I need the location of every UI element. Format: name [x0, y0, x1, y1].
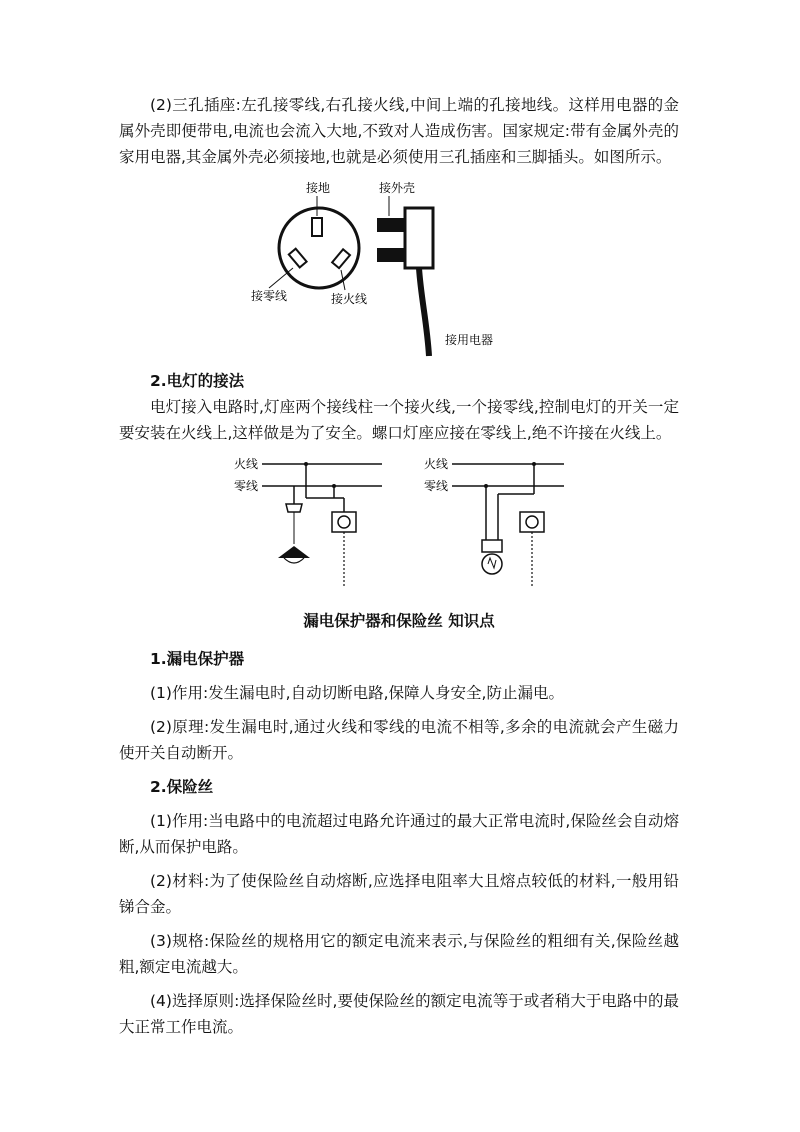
- lamp-holder-left: [286, 504, 302, 512]
- socket-plug-figure: [249, 178, 549, 358]
- section-title: 漏电保护器和保险丝 知识点: [303, 612, 495, 630]
- label-live-left: 火线: [234, 457, 259, 471]
- label-neutral-left: 零线: [234, 479, 259, 493]
- label-appliance: 接用电器: [445, 333, 494, 347]
- fuse-material: (2)材料:为了使保险丝自动熔断,应选择电阻率大且熔点较低的材料,一般用铅锑合金。: [119, 872, 679, 916]
- paragraph-three-hole-socket: (2)三孔插座:左孔接零线,右孔接火线,中间上端的孔接地线。这样用电器的金属外壳即便带电,电流也会流入大地,不致对人造成伤害。国家规定:带有金属外壳的家用电器,其金属外壳必须接地,也就是必须使用三孔插座和三脚插头。如图所示。: [119, 96, 679, 166]
- rcd-function: (1)作用:发生漏电时,自动切断电路,保障人身安全,防止漏电。: [150, 684, 564, 702]
- label-casing: 接外壳: [379, 181, 416, 195]
- switch-left: [332, 512, 356, 532]
- plug-body: [405, 208, 433, 268]
- document-body: [119, 92, 679, 1040]
- heading-lamp-wiring: 2.电灯的接法: [150, 372, 245, 390]
- switch-right: [520, 512, 544, 532]
- fuse-specification: (3)规格:保险丝的规格用它的额定电流来表示,与保险丝的粗细有关,保险丝越粗,额定电流越大。: [119, 932, 679, 976]
- heading-rcd: 1.漏电保护器: [150, 650, 245, 668]
- lamp-wiring-figure: [234, 454, 564, 594]
- plug-pin-top: [377, 218, 407, 232]
- label-live: 接火线: [331, 292, 368, 306]
- fuse-selection: (4)选择原则:选择保险丝时,要使保险丝的额定电流等于或者稍大于电路中的最大正常工作电流。: [119, 992, 679, 1036]
- label-ground: 接地: [306, 181, 331, 195]
- heading-fuse: 2.保险丝: [150, 778, 214, 796]
- rcd-principle: (2)原理:发生漏电时,通过火线和零线的电流不相等,多余的电流就会产生磁力使开关自动断开。: [119, 718, 679, 762]
- paragraph-lamp-wiring: 电灯接入电路时,灯座两个接线柱一个接火线,一个接零线,控制电灯的开关一定要安装在火线上,这样做是为了安全。螺口灯座应接在零线上,绝不许接在火线上。: [119, 398, 679, 442]
- plug-cord: [419, 268, 429, 356]
- lamp-shade-left: [278, 546, 310, 558]
- screw-holder-right: [482, 540, 502, 552]
- label-neutral-right: 零线: [424, 479, 449, 493]
- plug-pin-bottom: [377, 248, 407, 262]
- label-neutral: 接零线: [251, 289, 288, 303]
- socket-face: [279, 208, 359, 288]
- label-live-right: 火线: [424, 457, 449, 471]
- fuse-function: (1)作用:当电路中的电流超过电路允许通过的最大正常电流时,保险丝会自动熔断,从而保护电路。: [119, 812, 679, 856]
